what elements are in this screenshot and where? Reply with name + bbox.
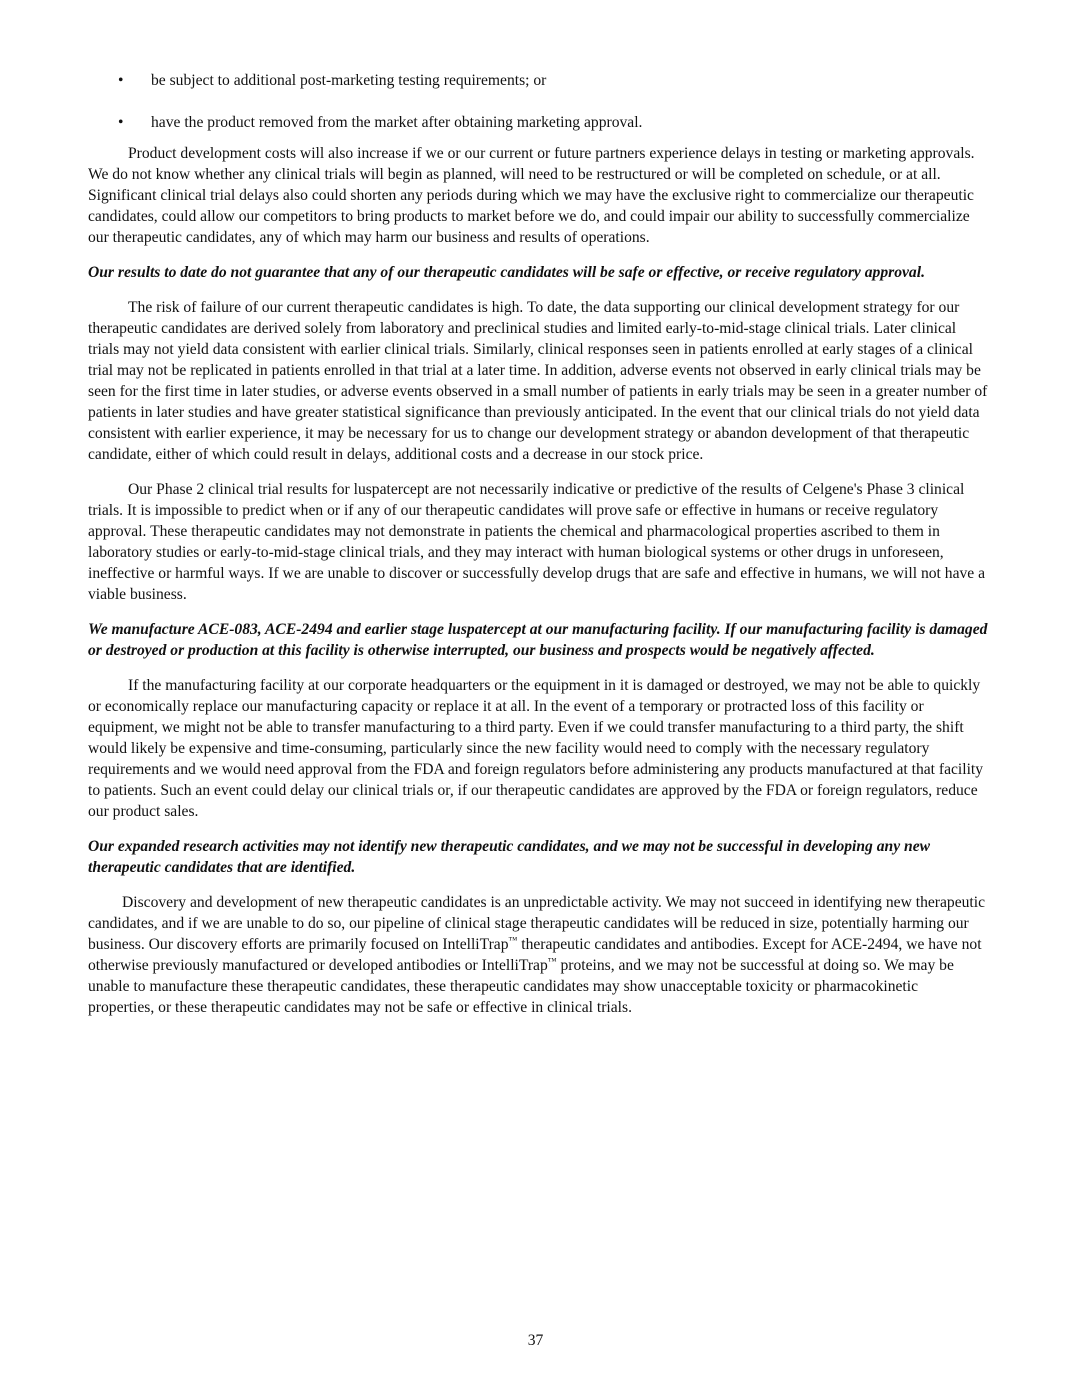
section-heading: Our expanded research activities may not identify new therapeutic candidates, and we may not be successful in developing any new therapeutic candidates that are identified.: [88, 838, 931, 876]
body-paragraph: [88, 892, 988, 1018]
paragraph-text: proteins, and we may not be successful at doing so. We may be unable to manufacture these therapeutic candidates, these therapeutic candidates may show unacceptable toxicity or pharmacokinetic properties, or these therapeutic candidates may not be safe or effective in clinical trials.: [88, 957, 954, 1016]
body-paragraph: Our Phase 2 clinical trial results for luspatercept are not necessarily indicative or predictive of the results of Celgene's Phase 3 clinical trials. It is impossible to predict when or if any of our therapeutic candidates will prove safe or effective in humans or receive regulatory approval. These therapeutic candidates may not demonstrate in patients the chemical and pharmacological properties ascribed to them in laboratory studies or early-to-mid-stage clinical trials, and they may interact with human biological systems or other drugs in unforeseen, ineffective or harmful ways. If we are unable to discover or successfully develop drugs that are safe and effective in humans, we will not have a viable business.: [88, 481, 986, 603]
bullet-text: be subject to additional post-marketing testing requirements; or: [151, 72, 547, 89]
paragraph-text: therapeutic candidates and antibodies. Except for ACE-2494, we have not otherwise previously manufactured or developed antibodies or IntelliTrap: [88, 936, 982, 974]
bullet-text: have the product removed from the market after obtaining marketing approval.: [151, 114, 643, 131]
bullet-list: [88, 70, 988, 133]
body-paragraph: If the manufacturing facility at our corporate headquarters or the equipment in it is damaged or destroyed, we may not be able to quickly or economically replace our manufacturing capacity or replace it at all. In the event of a temporary or protracted loss of this facility or equipment, we might not be able to transfer manufacturing to a third party. Even if we could transfer manufacturing to a third party, the shift would likely be expensive and time-consuming, particularly since the new facility would need to comply with the necessary regulatory requirements and we would need approval from the FDA and foreign regulators before administering any products manufactured at that facility to patients. Such an event could delay our clinical trials or, if our therapeutic candidates are approved by the FDA or foreign regulators, reduce our product sales.: [88, 677, 984, 820]
paragraph-text: Discovery and development of new therapeutic candidates is an unpredictable activity. We may not succeed in identifying new therapeutic candidates, and if we are unable to do so, our pipeline of clinical stage therapeutic candidates will be reduced in size, potentially harming our business. Our discovery efforts are primarily focused on IntelliTrap: [88, 894, 986, 953]
bullet-icon: •: [118, 72, 124, 89]
bullet-icon: •: [118, 114, 124, 131]
list-item: [88, 112, 988, 133]
list-item: [88, 70, 988, 91]
section-heading: Our results to date do not guarantee that any of our therapeutic candidates will be safe or effective, or receive regulatory approval.: [88, 264, 925, 281]
trademark-symbol: ™: [508, 935, 518, 945]
body-paragraph: The risk of failure of our current therapeutic candidates is high. To date, the data supporting our clinical development strategy for our therapeutic candidates are derived solely from laboratory and preclinical studies and limited early-to-mid-stage clinical trials. Later clinical trials may not yield data consistent with earlier clinical trials. Similarly, clinical responses seen in patients enrolled at early stages of a clinical trial may not be replicated in patients enrolled in that trial at a later time. In addition, adverse events not observed in early clinical trials may be seen for the first time in later studies, or adverse events observed in a small number of patients in early trials may be seen in a greater number of patients in later studies and have greater statistical significance than previously anticipated. In the event that our clinical trials do not yield data consistent with earlier experience, it may be necessary for us to change our development strategy or abandon development of that therapeutic candidate, either of which could result in delays, additional costs and a decrease in our stock price.: [88, 299, 988, 463]
section-heading: We manufacture ACE-083, ACE-2494 and earlier stage luspatercept at our manufacturing facility. If our manufacturing facility is damaged or destroyed or production at this facility is otherwise interrupted, our business and prospects would be negatively affected.: [88, 621, 988, 659]
page-number: 37: [527, 1332, 544, 1349]
document-page: [88, 70, 988, 1032]
body-paragraph: Product development costs will also increase if we or our current or future partners experience delays in testing or marketing approvals. We do not know whether any clinical trials will begin as planned, will need to be restructured or will be completed on schedule, or at all. Significant clinical trial delays also could shorten any periods during which we may have the exclusive right to commercialize our therapeutic candidates, could allow our competitors to bring products to market before we do, and could impair our ability to successfully commercialize our therapeutic candidates, any of which may harm our business and results of operations.: [88, 145, 975, 246]
trademark-symbol: ™: [547, 956, 557, 966]
